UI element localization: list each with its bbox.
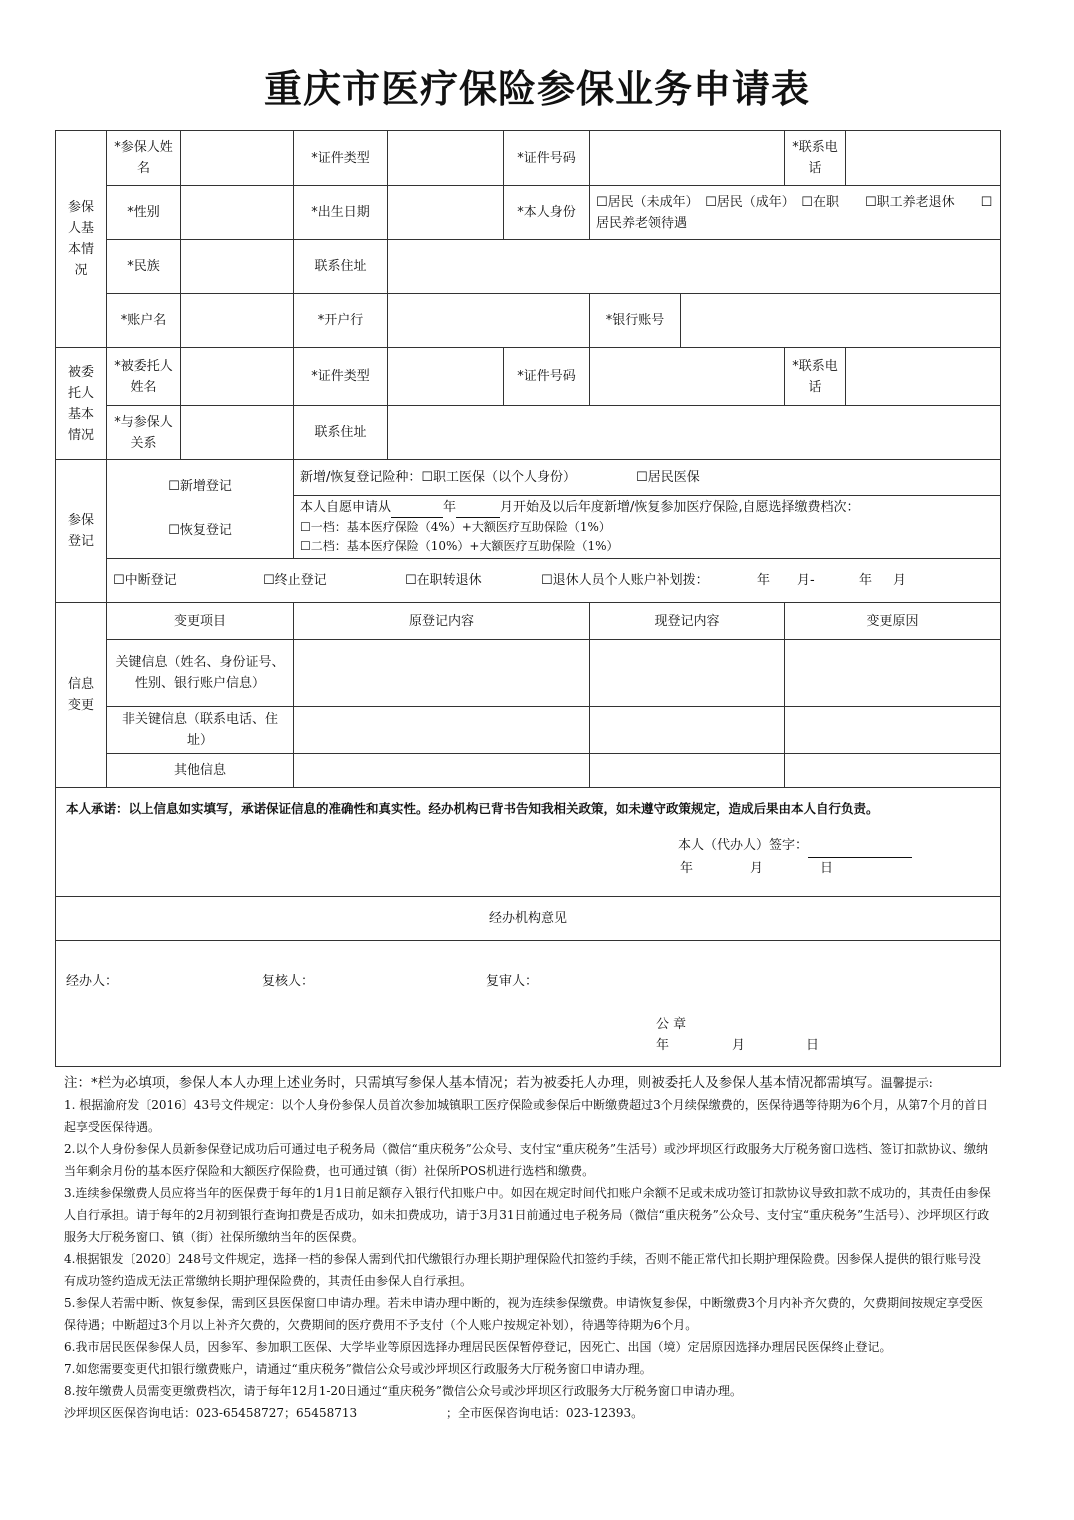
- tier-1-checkbox[interactable]: ☐一档：基本医疗保险（4%）+大额医疗互助保险（1%）: [300, 520, 611, 534]
- label-agent-id-number: *证件号码: [504, 348, 590, 406]
- agency-year: 年: [656, 1038, 670, 1053]
- note-item-6: 6.我市居民医保参保人员，因参军、参加职工医保、大学毕业等原因选择办理居民医保暂停登记，因死亡、出国（境）定居原因选择办理居民医保终止登记。: [64, 1340, 892, 1354]
- form-title: 重庆市医疗保险参保业务申请表: [263, 66, 810, 111]
- note-item-4: 4.根据银发〔2020〕248号文件规定，选择一档的参保人需到代扣代缴银行办理长期护理保险代扣签约手续，否则不能正常代扣长期护理保险费。因参保人提供的银行账号没有成功签约造成无法正常缴纳长期护理保险费的，其责任由参保人自行承担。: [64, 1252, 981, 1288]
- field-agent-id-type[interactable]: [388, 348, 504, 406]
- resident-insurance-checkbox[interactable]: ☐居民医保: [636, 470, 700, 485]
- field-agent-phone[interactable]: [846, 348, 1001, 406]
- terminate-registration-checkbox[interactable]: ☐终止登记: [263, 573, 327, 588]
- other-info-reason[interactable]: [785, 754, 1001, 788]
- interrupt-registration-checkbox[interactable]: ☐中断登记: [113, 573, 177, 588]
- retiree-end-year: 年: [859, 573, 873, 588]
- auditor-label: 复审人：: [486, 974, 539, 989]
- field-address[interactable]: [388, 240, 1001, 294]
- label-agent-id-type: *证件类型: [294, 348, 388, 406]
- notes-section: [64, 1072, 992, 1424]
- field-relation[interactable]: [181, 406, 294, 460]
- key-info-current[interactable]: [590, 640, 785, 707]
- label-ethnicity: *民族: [107, 240, 181, 294]
- non-key-info-current[interactable]: [590, 707, 785, 754]
- label-account-name: *账户名: [107, 294, 181, 348]
- resume-registration-checkbox[interactable]: ☐恢复登记: [168, 523, 232, 538]
- field-agent-name[interactable]: [181, 348, 294, 406]
- change-row-key-info: 关键信息（姓名、身份证号、性别、银行账户信息）: [107, 640, 294, 707]
- apply-text-year: 年: [443, 500, 457, 515]
- insurance-type-row: [294, 460, 1001, 496]
- apply-text-rest: 月开始及以后年度新增/恢复参加医疗保险,自愿选择缴费档次：: [500, 500, 860, 515]
- city-contact: ；全市医保咨询电话：023-12393。: [446, 1406, 644, 1420]
- retire-transfer-checkbox[interactable]: ☐在职转退休: [405, 573, 482, 588]
- agency-opinion-cell: [56, 941, 1001, 1067]
- note-item-1: 1. 根据渝府发〔2016〕43号文件规定：以个人身份参保人员首次参加城镇职工医疗保险或参保后中断缴费超过3个月续保缴费的，医保待遇等待期为6个月，从第7个月的首日起享受医保待遇。: [64, 1098, 988, 1134]
- field-gender[interactable]: [181, 186, 294, 240]
- note-item-3: 3.连续参保缴费人员应将当年的医保费于每年的1月1日前足额存入银行代扣账户中。如因在规定时间代扣账户余额不足或未成功签订扣款协议导致扣款不成功的，其责任由参保人自行承担。请于每年的2月初到银行查询扣费是否成功，如未扣费成功，请于3月31日前通过电子税务局（微信“重庆税务”公众号、支付宝“重庆税务”生活号）、沙坪坝区行政服务大厅税务窗口、镇（街）社保所缴纳当年的医保费。: [64, 1186, 991, 1244]
- field-insured-name[interactable]: [181, 131, 294, 186]
- other-info-current[interactable]: [590, 754, 785, 788]
- label-id-type: *证件类型: [294, 131, 388, 186]
- change-row-non-key-info: 非关键信息（联系电话、住址）: [107, 707, 294, 754]
- tier-2-checkbox[interactable]: ☐二档：基本医疗保险（10%）+大额医疗互助保险（1%）: [300, 539, 619, 553]
- field-birth-date[interactable]: [388, 186, 504, 240]
- key-info-original[interactable]: [294, 640, 590, 707]
- label-relation: *与参保人关系: [107, 406, 181, 460]
- label-phone: *联系电话: [785, 131, 846, 186]
- field-id-type[interactable]: [388, 131, 504, 186]
- field-ethnicity[interactable]: [181, 240, 294, 294]
- note-item-5: 5.参保人若需中断、恢复参保，需到区县医保窗口申请办理。若未申请办理中断的，视为连续参保缴费。申请恢复参保，中断缴费3个月内补齐欠费的，欠费期间按规定享受医保待遇；中断超过3个月以上补齐欠费的，欠费期间的医疗费用不予支付（个人账户按规定补划），待遇等待期为6个月。: [64, 1296, 984, 1332]
- label-agent-address: 联系住址: [294, 406, 388, 460]
- pledge-year: 年: [680, 861, 694, 876]
- notes-lead: 注：*栏为必填项，参保人本人办理上述业务时，只需填写参保人基本情况；若为被委托人办理，则被委托人及参保人基本情况都需填写。: [64, 1075, 881, 1091]
- other-registration-row: [107, 559, 1001, 603]
- identity-options[interactable]: ☐居民（未成年） ☐居民（成年） ☐在职 ☐职工养老退休 ☐居民养老领待遇: [590, 186, 1001, 240]
- section-registration: 参保登记: [56, 460, 107, 603]
- handler-label: 经办人：: [66, 974, 119, 989]
- other-info-original[interactable]: [294, 754, 590, 788]
- field-agent-address[interactable]: [388, 406, 1001, 460]
- section-info-change: 信息变更: [56, 603, 107, 788]
- new-registration-checkbox[interactable]: ☐新增登记: [168, 479, 232, 494]
- field-id-number[interactable]: [590, 131, 785, 186]
- label-bank: *开户行: [294, 294, 388, 348]
- non-key-info-reason[interactable]: [785, 707, 1001, 754]
- insurance-type-label: 新增/恢复登记险种：: [300, 470, 422, 485]
- non-key-info-original[interactable]: [294, 707, 590, 754]
- field-phone[interactable]: [846, 131, 1001, 186]
- employee-insurance-checkbox[interactable]: ☐职工医保（以个人身份）: [421, 470, 577, 485]
- start-month-blank[interactable]: [456, 498, 500, 518]
- label-identity: *本人身份: [504, 186, 590, 240]
- field-bank[interactable]: [388, 294, 590, 348]
- header-change-reason: 变更原因: [785, 603, 1001, 640]
- warm-tip-label: 温馨提示:: [880, 1076, 933, 1090]
- retiree-start-month: 月-: [797, 573, 815, 588]
- contribution-tier-cell: [294, 496, 1001, 559]
- label-agent-phone: *联系电话: [785, 348, 846, 406]
- agency-month: 月: [732, 1038, 746, 1053]
- registration-type: [107, 460, 294, 559]
- section-agent-info: 被委托人基本情况: [56, 348, 107, 460]
- note-item-2: 2.以个人身份参保人员新参保登记成功后可通过电子税务局（微信“重庆税务”公众号、支付宝“重庆税务”生活号）或沙坪坝区行政服务大厅税务窗口选档、签订扣款协议、缴纳当年剩余月份的基本医疗保险和大额医疗保险费，也可通过镇（街）社保所POS机进行选档和缴费。: [64, 1142, 988, 1178]
- pledge-text: 本人承诺：以上信息如实填写，承诺保证信息的准确性和真实性。经办机构已背书告知我相关政策，如未遵守政策规定，造成后果由本人自行负责。: [66, 801, 879, 816]
- agency-day: 日: [806, 1038, 820, 1053]
- district-contact: 沙坪坝区医保咨询电话：023-65458727；65458713: [64, 1406, 358, 1420]
- field-agent-id-number[interactable]: [590, 348, 785, 406]
- key-info-reason[interactable]: [785, 640, 1001, 707]
- label-agent-name: *被委托人姓名: [107, 348, 181, 406]
- header-original-content: 原登记内容: [294, 603, 590, 640]
- signature-line[interactable]: [808, 835, 912, 858]
- field-bank-account[interactable]: [681, 294, 1001, 348]
- official-seal-label: 公 章: [656, 1017, 687, 1032]
- section-basic-info: 参保人基本情况: [56, 131, 107, 348]
- label-address: 联系住址: [294, 240, 388, 294]
- header-current-content: 现登记内容: [590, 603, 785, 640]
- retiree-account-checkbox[interactable]: ☐退休人员个人账户补划拨：: [541, 573, 709, 588]
- label-insured-name: *参保人姓名: [107, 131, 181, 186]
- pledge-day: 日: [820, 861, 834, 876]
- label-id-number: *证件号码: [504, 131, 590, 186]
- reviewer-label: 复核人：: [262, 974, 315, 989]
- apply-text-start: 本人自愿申请从: [300, 500, 392, 515]
- signature-label: 本人（代办人）签字：: [678, 838, 809, 853]
- retiree-start-year: 年: [757, 573, 771, 588]
- change-row-other-info: 其他信息: [107, 754, 294, 788]
- pledge-month: 月: [750, 861, 764, 876]
- application-form-table: [55, 130, 1001, 1067]
- retiree-end-month: 月: [893, 573, 907, 588]
- pledge-cell: [56, 788, 1001, 897]
- header-change-item: 变更项目: [107, 603, 294, 640]
- note-item-7: 7.如您需要变更代扣银行缴费账户，请通过“重庆税务”微信公众号或沙坪坝区行政服务大厅税务窗口申请办理。: [64, 1362, 652, 1376]
- start-year-blank[interactable]: [391, 498, 443, 518]
- label-bank-account: *银行账号: [590, 294, 681, 348]
- label-birth-date: *出生日期: [294, 186, 388, 240]
- note-item-8: 8.按年缴费人员需变更缴费档次，请于每年12月1-20日通过“重庆税务”微信公众号或沙坪坝区行政服务大厅税务窗口申请办理。: [64, 1384, 742, 1398]
- field-account-name[interactable]: [181, 294, 294, 348]
- label-gender: *性别: [107, 186, 181, 240]
- agency-opinion-title: 经办机构意见: [56, 897, 1001, 941]
